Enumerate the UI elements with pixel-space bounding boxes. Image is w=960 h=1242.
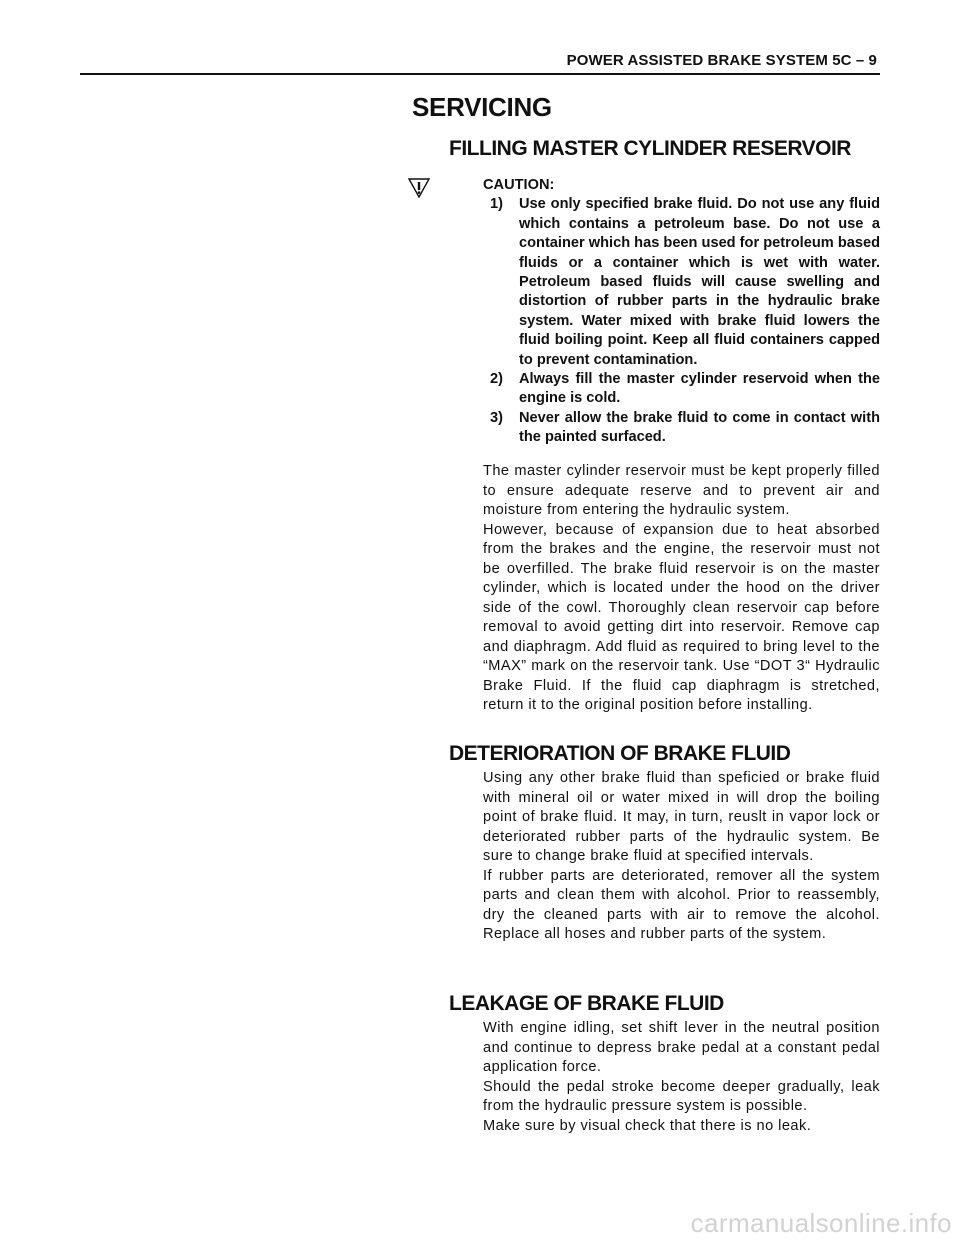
caution-item-text: Always fill the master cylinder reservoid when the engine is cold.: [519, 371, 880, 407]
paragraph: Using any other brake fluid than speficied or brake fluid with mineral oil or water mixed in will drop the boiling point of brake fluid. It may, in turn, reuslt in vapor lock or deteriorated rubber parts of the hydraulic system. Be sure to change brake fluid at specified intervals.: [483, 770, 880, 864]
header-rule: [80, 73, 880, 75]
caution-item: [483, 409, 880, 448]
leakage-body: [483, 1019, 880, 1136]
paragraph: Should the pedal stroke become deeper gradually, leak from the hydraulic pressure system is possible.: [483, 1078, 880, 1114]
caution-label: CAUTION:: [483, 177, 555, 193]
page-title: SERVICING: [412, 92, 552, 122]
caution-item: [483, 195, 880, 370]
watermark: carmanualsonline.info: [690, 1208, 952, 1238]
deterioration-body: [483, 769, 880, 945]
caution-list: [483, 195, 880, 447]
caution-block: [483, 176, 880, 448]
header-title: POWER ASSISTED BRAKE SYSTEM 5C – 9: [566, 52, 877, 69]
section-heading-leakage: LEAKAGE OF BRAKE FLUID: [449, 992, 724, 1015]
caution-item-number: 2): [490, 371, 503, 388]
paragraph: If rubber parts are deteriorated, remover all the system parts and clean them with alcohol. Prior to reassembly, dry the cleaned parts with air to remove the alcohol. Replace all hoses and rubber parts of the system.: [483, 867, 880, 942]
warning-icon: [408, 178, 430, 198]
caution-item-text: Use only specified brake fluid. Do not use any fluid which contains a petroleum base. Do not use a container which has been used for petroleum based fluids or a container which is wet with water. Petroleum based fluids will cause swelling and distortion of rubber parts in the hydraulic brake system. Water mixed with brake fluid lowers the fluid boiling point. Keep all fluid containers capped to prevent contamination.: [519, 196, 880, 368]
caution-item-number: 3): [490, 409, 503, 426]
caution-item: [483, 370, 880, 409]
section-heading-deterioration: DETERIORATION OF BRAKE FLUID: [449, 742, 791, 765]
caution-item-text: Never allow the brake fluid to come in contact with the painted surfaced.: [519, 409, 880, 446]
filling-body: [483, 462, 880, 716]
paragraph: However, because of expansion due to heat absorbed from the brakes and the engine, the reservoir must not be overfilled. The brake fluid reservoir is on the master cylinder, which is located under the hood on the driver side of the cowl. Thoroughly clean reservoir cap before removal to avoid getting dirt into reservoir. Remove cap and diaphragm. Add fluid as required to bring level to the “MAX” mark on the reservoir tank. Use “DOT 3“ Hydraulic Brake Fluid. If the fluid cap diaphragm is stretched, return it to the original position before installing.: [483, 521, 880, 713]
caution-item-number: 1): [490, 196, 503, 213]
paragraph: Make sure by visual check that there is no leak.: [483, 1117, 812, 1134]
paragraph: The master cylinder reservoir must be kept properly filled to ensure adequate reserve and to prevent air and moisture from entering the hydraulic system.: [483, 463, 880, 518]
paragraph: With engine idling, set shift lever in the neutral position and continue to depress brake pedal at a constant pedal application force.: [483, 1020, 880, 1075]
section-heading-filling: FILLING MASTER CYLINDER RESERVOIR: [449, 137, 851, 160]
